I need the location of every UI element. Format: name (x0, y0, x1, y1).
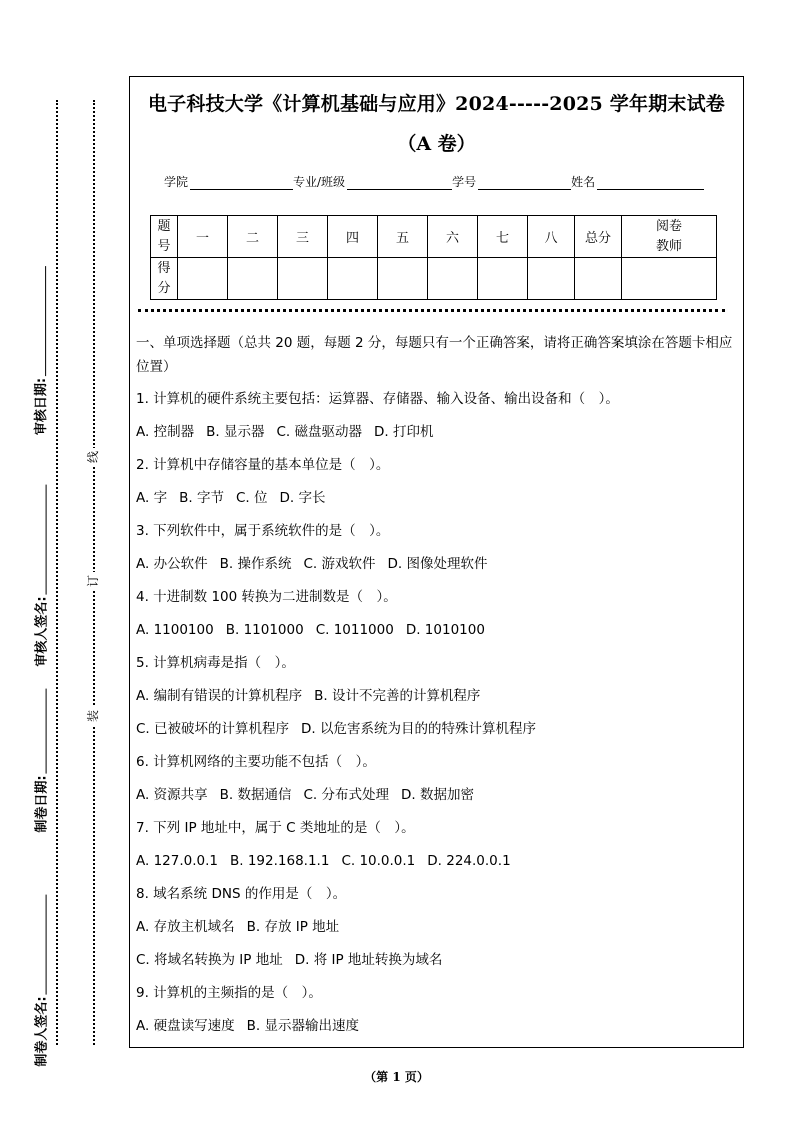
score-cell[interactable] (478, 258, 528, 300)
option: A. 资源共享 (136, 787, 208, 803)
major-class-field[interactable] (347, 177, 452, 190)
exam-frame (129, 76, 744, 1048)
col-5: 五 (378, 216, 428, 258)
score-table-head-score: 得 分 (151, 258, 178, 300)
col-4: 四 (328, 216, 378, 258)
col-total: 总分 (575, 216, 622, 258)
score-cell[interactable] (178, 258, 228, 300)
question-8-options-line-2 (136, 944, 736, 977)
option: A. 硬盘读写速度 (136, 1018, 235, 1034)
reviewer-sign-label: 审核人签名: (34, 595, 50, 667)
score-table-head-question: 题 号 (151, 216, 178, 258)
cut-mark-fold: 装 (84, 707, 102, 725)
make-date-field[interactable] (14, 685, 66, 835)
option: A. 编制有错误的计算机程序 (136, 688, 303, 704)
page-number: （第 1 页） (364, 1070, 429, 1084)
college-field[interactable] (190, 177, 293, 190)
option: B. 操作系统 (219, 556, 292, 572)
question-4-options (136, 614, 736, 647)
page-subtitle: （A 卷） (397, 133, 476, 155)
name-label: 姓名 (571, 175, 596, 189)
option: C. 10.0.0.1 (341, 853, 416, 869)
option: D. 字长 (279, 490, 326, 506)
score-cell-reviewer[interactable] (622, 258, 717, 300)
question-7-options (136, 845, 736, 878)
question-3-stem: 3. 下列软件中，属于系统软件的是（ ）。 (136, 523, 390, 539)
score-cell-total[interactable] (575, 258, 622, 300)
question-4-stem: 4. 十进制数 100 转换为二进制数是（ ）。 (136, 589, 397, 605)
section-heading: 一、单项选择题（总共 20 题，每题 2 分，每题只有一个正确答案，请将正确答案填涂在答题卡相应位置） (136, 335, 733, 375)
option: A. 存放主机域名 (136, 919, 235, 935)
question-6-stem: 6. 计算机网络的主要功能不包括（ ）。 (136, 754, 376, 770)
option: B. 字节 (179, 490, 224, 506)
page-title: 电子科技大学《计算机基础与应用》2024-----2025 学年期末试卷 (147, 93, 725, 115)
question-6-options (136, 779, 736, 812)
option: C. 游戏软件 (303, 556, 376, 572)
section-separator (138, 309, 725, 312)
option: A. 1100100 (136, 622, 214, 638)
option: D. 图像处理软件 (387, 556, 488, 572)
maker-sign-label: 制卷人签名: (34, 995, 50, 1067)
option: B. 设计不完善的计算机程序 (314, 688, 481, 704)
score-cell[interactable] (428, 258, 478, 300)
col-8: 八 (528, 216, 575, 258)
question-9-options (136, 1010, 736, 1043)
student-id-label: 学号 (452, 175, 477, 189)
option: C. 已被破坏的计算机程序 (136, 721, 290, 737)
student-id-field[interactable] (478, 177, 571, 190)
option: D. 将 IP 地址转换为域名 (294, 952, 443, 968)
option: B. 数据通信 (219, 787, 292, 803)
col-1: 一 (178, 216, 228, 258)
option: D. 打印机 (373, 424, 434, 440)
option: D. 224.0.0.1 (427, 853, 511, 869)
col-2: 二 (228, 216, 278, 258)
cut-mark-line: 线 (84, 448, 102, 466)
score-table (150, 215, 717, 300)
col-7: 七 (478, 216, 528, 258)
question-3-options (136, 548, 736, 581)
college-label: 学院 (164, 175, 189, 189)
reviewer-sign-field[interactable] (14, 470, 66, 680)
score-cell[interactable] (528, 258, 575, 300)
make-date-blank[interactable] (34, 688, 47, 773)
name-field[interactable] (597, 177, 704, 190)
question-8-options-line-1 (136, 911, 736, 944)
question-5-options-line-2 (136, 713, 736, 746)
score-cell[interactable] (328, 258, 378, 300)
option: A. 办公软件 (136, 556, 208, 572)
question-2-stem: 2. 计算机中存储容量的基本单位是（ ）。 (136, 457, 390, 473)
question-8-stem: 8. 域名系统 DNS 的作用是（ ）。 (136, 886, 347, 902)
review-date-blank[interactable] (34, 265, 47, 375)
option: B. 显示器 (206, 424, 265, 440)
review-date-field[interactable] (14, 250, 66, 450)
option: C. 磁盘驱动器 (276, 424, 362, 440)
question-list (136, 331, 736, 1043)
score-cell[interactable] (228, 258, 278, 300)
option: B. 1101000 (225, 622, 304, 638)
reviewer-sign-blank[interactable] (34, 484, 47, 594)
major-class-label: 专业/班级 (293, 175, 346, 189)
cut-mark-bind: 订 (84, 572, 102, 590)
option: D. 数据加密 (400, 787, 474, 803)
make-date-label: 制卷日期: (34, 774, 50, 833)
option: A. 字 (136, 490, 168, 506)
question-7-stem: 7. 下列 IP 地址中，属于 C 类地址的是（ ）。 (136, 820, 415, 836)
option: D. 以危害系统为目的的特殊计算机程序 (301, 721, 536, 737)
student-info-line (164, 173, 704, 190)
option: A. 127.0.0.1 (136, 853, 218, 869)
col-6: 六 (428, 216, 478, 258)
option: C. 分布式处理 (303, 787, 389, 803)
option: D. 1010100 (405, 622, 485, 638)
option: B. 显示器输出速度 (246, 1018, 359, 1034)
col-reviewer: 阅卷 教师 (622, 216, 717, 258)
maker-sign-field[interactable] (14, 880, 66, 1080)
option: B. 192.168.1.1 (230, 853, 330, 869)
option: C. 位 (235, 490, 268, 506)
question-2-options (136, 482, 736, 515)
option: C. 1011000 (315, 622, 394, 638)
option: A. 控制器 (136, 424, 195, 440)
question-9-stem: 9. 计算机的主频指的是（ ）。 (136, 985, 322, 1001)
question-5-options-line-1 (136, 680, 736, 713)
score-cell[interactable] (378, 258, 428, 300)
col-3: 三 (278, 216, 328, 258)
question-1-options (136, 416, 736, 449)
question-1-stem: 1. 计算机的硬件系统主要包括：运算器、存储器、输入设备、输出设备和（ ）。 (136, 391, 619, 407)
score-cell[interactable] (278, 258, 328, 300)
option: B. 存放 IP 地址 (246, 919, 340, 935)
maker-sign-blank[interactable] (34, 894, 47, 994)
question-5-stem: 5. 计算机病毒是指（ ）。 (136, 655, 295, 671)
review-date-label: 审核日期: (34, 377, 50, 435)
option: C. 将域名转换为 IP 地址 (136, 952, 283, 968)
